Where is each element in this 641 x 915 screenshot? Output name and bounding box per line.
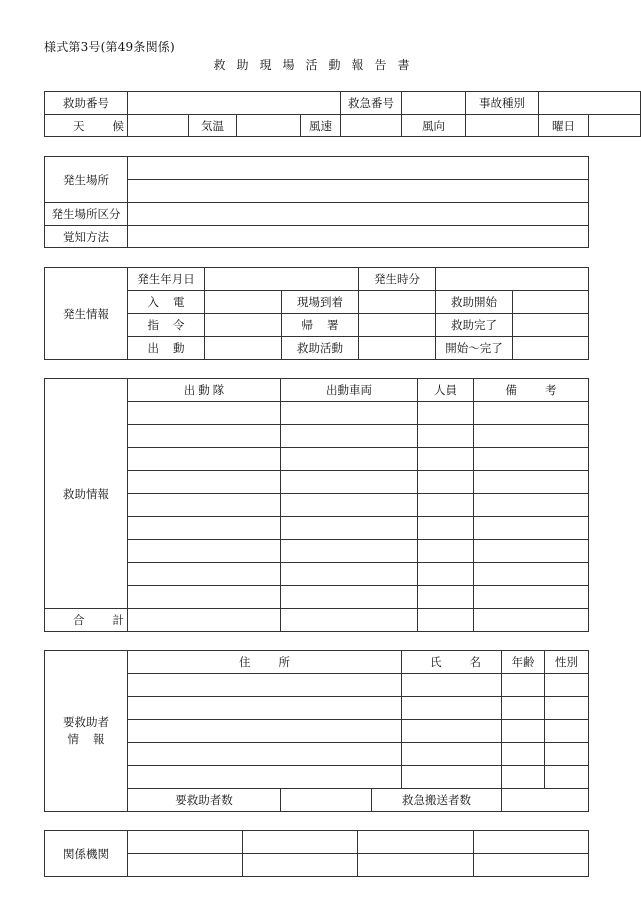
personnel-cell[interactable] [418,540,474,563]
vehicle-cell[interactable] [281,402,418,425]
date-label: 発生年月日 [128,268,205,291]
col-name-header: 氏名 [402,651,502,674]
col-age-header: 年齢 [502,651,545,674]
agency-cell[interactable] [243,831,358,854]
sex-cell[interactable] [545,697,589,720]
remarks-cell[interactable] [474,425,589,448]
detection-method-label: 覚知方法 [45,226,128,248]
col-remarks-header: 備考 [474,379,589,402]
name-cell[interactable] [402,697,502,720]
weekday-label: 曜日 [539,115,589,137]
rescue-end-field[interactable] [513,314,589,337]
unit-cell[interactable] [128,448,281,471]
victim-section-line1: 要救助者 [63,715,109,730]
rescue-activity-label: 救助活動 [282,337,359,360]
remarks-cell[interactable] [474,471,589,494]
remarks-cell[interactable] [474,402,589,425]
rescue-no-label: 救助番号 [45,92,128,115]
agencies-label: 関係機関 [45,831,128,877]
unit-cell[interactable] [128,540,281,563]
name-cell[interactable] [402,674,502,697]
rescue-end-label: 救助完了 [436,314,513,337]
accident-type-field[interactable] [539,92,641,115]
name-cell[interactable] [402,720,502,743]
sex-cell[interactable] [545,720,589,743]
vehicle-cell[interactable] [281,586,418,609]
place-category-label: 発生場所区分 [45,203,128,226]
emergency-no-field[interactable] [402,92,466,115]
command-label: 指令 [128,314,205,337]
dispatch-field[interactable] [205,337,282,360]
unit-cell[interactable] [128,402,281,425]
occurrence-section-label: 発生情報 [45,268,128,360]
sex-cell[interactable] [545,674,589,697]
total-personnel-cell[interactable] [418,609,474,632]
basic-info-table [44,91,641,137]
col-unit-header: 出動隊 [128,379,281,402]
sex-cell[interactable] [545,766,589,789]
dispatch-label: 出動 [128,337,205,360]
personnel-cell[interactable] [418,563,474,586]
address-cell[interactable] [128,766,402,789]
name-cell[interactable] [402,743,502,766]
remarks-cell[interactable] [474,448,589,471]
age-cell[interactable] [502,743,545,766]
agency-cell[interactable] [474,854,589,877]
call-field[interactable] [205,291,282,314]
transported-count-field[interactable] [502,789,589,812]
start-to-end-label: 開始～完了 [436,337,513,360]
rescue-info-table [44,378,589,632]
location-table [44,156,589,248]
temperature-label: 気温 [189,115,237,137]
personnel-cell[interactable] [418,586,474,609]
victim-section-label [45,651,128,812]
unit-cell[interactable] [128,425,281,448]
wind-speed-field[interactable] [341,115,402,137]
accident-type-label: 事故種別 [466,92,539,115]
unit-cell[interactable] [128,563,281,586]
age-cell[interactable] [502,766,545,789]
agency-cell[interactable] [128,854,243,877]
unit-cell[interactable] [128,586,281,609]
agency-cell[interactable] [243,854,358,877]
victim-info-table [44,650,589,812]
command-field[interactable] [205,314,282,337]
return-field[interactable] [359,314,436,337]
emergency-no-label: 救急番号 [341,92,402,115]
wind-direction-label: 風向 [402,115,466,137]
arrival-label: 現場到着 [282,291,359,314]
name-cell[interactable] [402,766,502,789]
remarks-cell[interactable] [474,586,589,609]
col-vehicle-header: 出動車両 [281,379,418,402]
personnel-cell[interactable] [418,494,474,517]
personnel-cell[interactable] [418,471,474,494]
weekday-field[interactable] [589,115,641,137]
weather-label: 天候 [45,115,128,137]
agency-cell[interactable] [358,854,474,877]
place-label: 発生場所 [45,157,128,203]
address-cell[interactable] [128,743,402,766]
address-cell[interactable] [128,720,402,743]
rescue-section-label: 救助情報 [45,379,128,609]
vehicle-cell[interactable] [281,540,418,563]
agencies-table [44,830,589,877]
page-title: 救助現場活動報告書 [213,58,421,72]
agency-cell[interactable] [358,831,474,854]
time-label: 発生時分 [359,268,436,291]
victim-count-field[interactable] [281,789,372,812]
personnel-cell[interactable] [418,402,474,425]
remarks-cell[interactable] [474,494,589,517]
rescue-start-label: 救助開始 [436,291,513,314]
occurrence-table [44,267,589,360]
total-vehicle-cell[interactable] [281,609,418,632]
personnel-cell[interactable] [418,425,474,448]
wind-speed-label: 風速 [301,115,341,137]
col-personnel-header: 人員 [418,379,474,402]
unit-cell[interactable] [128,471,281,494]
col-address-header: 住所 [128,651,402,674]
transported-count-label: 救急搬送者数 [372,789,502,812]
return-label: 帰署 [282,314,359,337]
agency-cell[interactable] [474,831,589,854]
age-cell[interactable] [502,720,545,743]
vehicle-cell[interactable] [281,563,418,586]
rescue-activity-field[interactable] [359,337,436,360]
rescue-start-field[interactable] [513,291,589,314]
total-label: 合計 [45,609,128,632]
date-field[interactable] [205,268,359,291]
rescue-no-field[interactable] [128,92,341,115]
vehicle-cell[interactable] [281,471,418,494]
place-field-1[interactable] [128,157,589,180]
start-to-end-field[interactable] [513,337,589,360]
age-cell[interactable] [502,674,545,697]
victim-count-label: 要救助者数 [128,789,281,812]
victim-section-line2: 情報 [67,732,119,746]
age-cell[interactable] [502,697,545,720]
unit-cell[interactable] [128,494,281,517]
call-label: 入電 [128,291,205,314]
remarks-cell[interactable] [474,540,589,563]
address-cell[interactable] [128,674,402,697]
form-number: 様式第3号(第49条関係) [44,40,175,54]
detection-method-field[interactable] [128,226,589,248]
temperature-field[interactable] [237,115,301,137]
personnel-cell[interactable] [418,448,474,471]
sex-cell[interactable] [545,743,589,766]
unit-cell[interactable] [128,517,281,540]
time-field[interactable] [436,268,589,291]
agency-cell[interactable] [128,831,243,854]
place-category-field[interactable] [128,203,589,226]
vehicle-cell[interactable] [281,517,418,540]
col-sex-header: 性別 [545,651,589,674]
remarks-cell[interactable] [474,517,589,540]
vehicle-cell[interactable] [281,494,418,517]
vehicle-cell[interactable] [281,448,418,471]
total-remarks-cell[interactable] [474,609,589,632]
address-cell[interactable] [128,697,402,720]
wind-direction-field[interactable] [466,115,539,137]
arrival-field[interactable] [359,291,436,314]
remarks-cell[interactable] [474,563,589,586]
personnel-cell[interactable] [418,517,474,540]
vehicle-cell[interactable] [281,425,418,448]
place-field-2[interactable] [128,180,589,203]
